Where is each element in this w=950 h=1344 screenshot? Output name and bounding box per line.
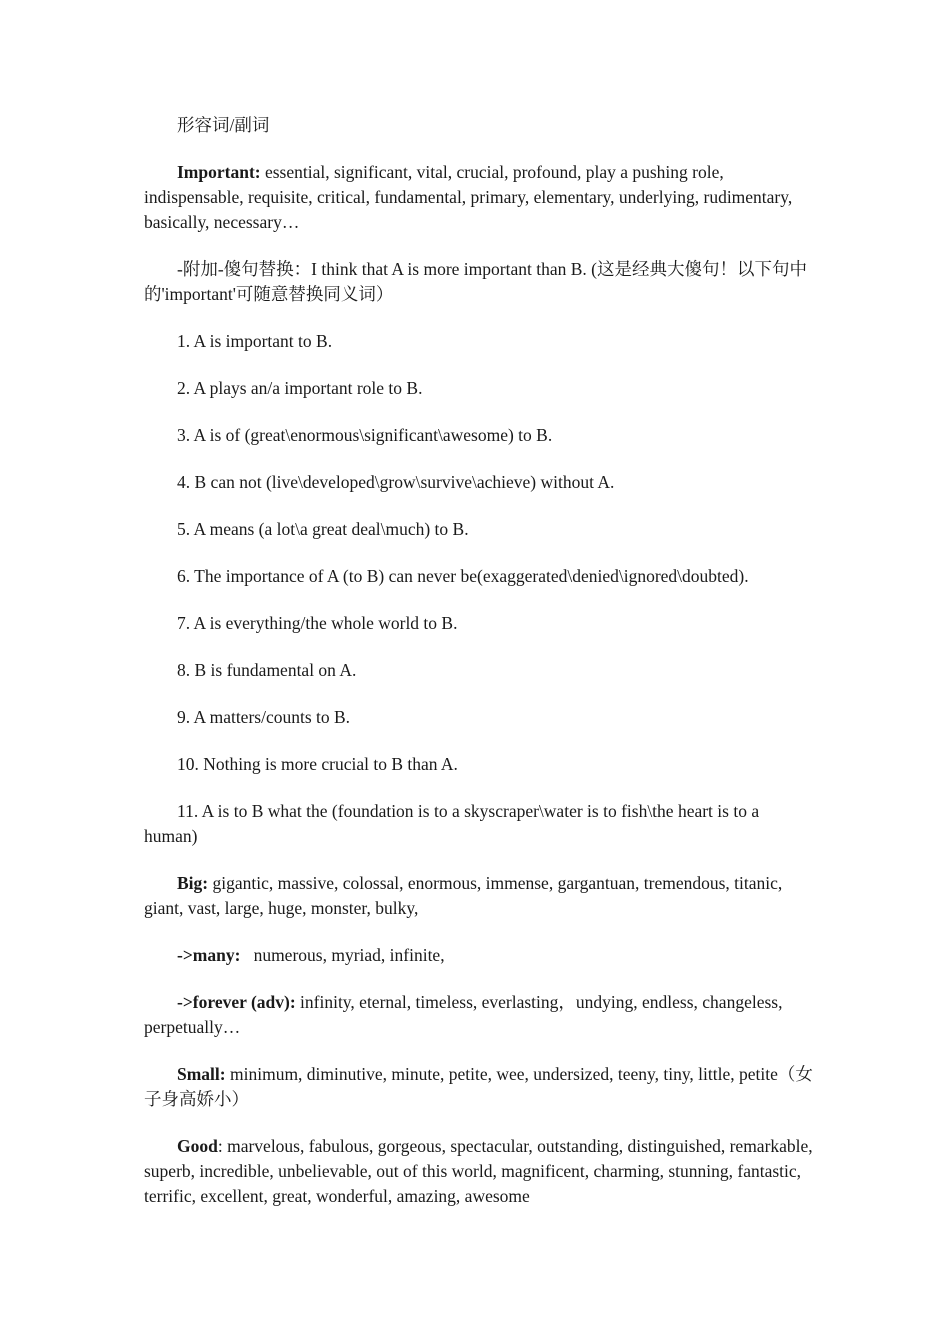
term-good: Good (177, 1136, 218, 1156)
example-sentence-11: 11. A is to B what the (foundation is to a skyscraper\water is to fish\the heart is to a human) (144, 801, 760, 846)
term-important: Important: (177, 162, 261, 182)
synonyms-good: : marvelous, fabulous, gorgeous, spectacular, outstanding, distinguished, remarkable, superb, incredible, unbelievable, out of this world, magnificent, charming, stunning, fantastic, terrific, excellent, great, wonderful, amazing, awesome (144, 1136, 813, 1206)
example-sentence-7: 7. A is everything/the whole world to B. (177, 613, 458, 633)
entry-small (144, 1062, 816, 1112)
example-sentence-6: 6. The importance of A (to B) can never be(exaggerated\denied\ignored\doubted). (177, 566, 749, 586)
example-sentence-8: 8. B is fundamental on A. (177, 660, 357, 680)
term-big: Big: (177, 873, 209, 893)
section-title: 形容词/副词 (177, 115, 270, 135)
example-sentence-1: 1. A is important to B. (177, 331, 333, 351)
entry-big (144, 871, 816, 921)
replacement-note: -附加-傻句替换：I think that A is more important than B. (这是经典大傻句！以下句中的'important'可随意替换同义词） (144, 259, 807, 304)
document-page (144, 113, 816, 1231)
entry-important (144, 160, 816, 235)
synonyms-small: minimum, diminutive, minute, petite, wee, undersized, teeny, tiny, little, petite（女子身高娇小） (144, 1064, 813, 1109)
synonyms-many: numerous, myriad, infinite, (240, 945, 445, 965)
example-sentence-10: 10. Nothing is more crucial to B than A. (177, 754, 458, 774)
term-small: Small: (177, 1064, 226, 1084)
synonyms-important: essential, significant, vital, crucial, profound, play a pushing role, indispensable, requisite, critical, fundamental, primary, elementary, underlying, rudimentary, basically, necessary… (144, 162, 793, 232)
entry-good (144, 1134, 816, 1209)
term-many: ->many: (177, 945, 241, 965)
example-sentence-5: 5. A means (a lot\a great deal\much) to B. (177, 519, 469, 539)
example-sentence-2: 2. A plays an/a important role to B. (177, 378, 423, 398)
synonyms-forever: infinity, eternal, timeless, everlasting，undying, endless, changeless, perpetually… (144, 992, 783, 1037)
entry-many (144, 943, 816, 968)
example-sentence-3: 3. A is of (great\enormous\significant\awesome) to B. (177, 425, 553, 445)
entry-forever (144, 990, 816, 1040)
synonyms-big: gigantic, massive, colossal, enormous, immense, gargantuan, tremendous, titanic, giant, vast, large, huge, monster, bulky, (144, 873, 783, 918)
example-sentence-9: 9. A matters/counts to B. (177, 707, 351, 727)
example-sentence-4: 4. B can not (live\developed\grow\survive\achieve) without A. (177, 472, 615, 492)
term-forever: ->forever (adv): (177, 992, 296, 1012)
